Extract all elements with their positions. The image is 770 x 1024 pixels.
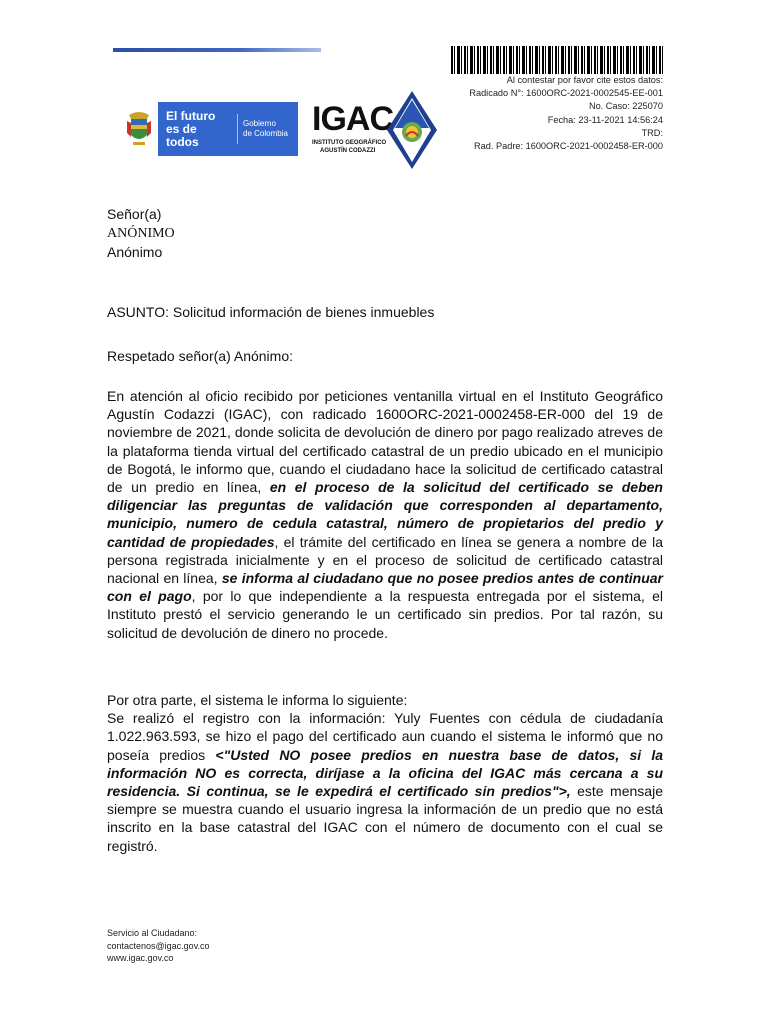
footer-website: www.igac.gov.co: [107, 953, 174, 963]
radicado-number: Radicado N°: 1600ORC-2021-0002545-EE-001: [469, 88, 663, 99]
header-accent-line: [113, 48, 321, 52]
radicado-date: Fecha: 23-11-2021 14:56:24: [547, 114, 663, 125]
body-paragraph-1: En atención al oficio recibido por peticiones ventanilla virtual en el Instituto Geográfico Agustín Codazzi (IGAC), con radicado 1600ORC-2021-0002458-ER-000 del 19 de noviembre de 2021, donde solicita de devolución de dinero por pago realizado atreves de la plataforma tienda virtual del certificado catastral de un predio ubicado en el municipio de Bogotá, le informo que, cuando el ciudadano hace la solicitud de certificado catastral de un predio en línea, en el proceso de la solicitud del certificado se deben diligenciar las preguntas de validación que corresponden al departamento, municipio, numero de cedula catastral, número de propietarios del predio y cantidad de propiedades, el trámite del certificado en línea se genera a nombre de la persona registrada inicialmente y en el proceso de solicitud de certificado catastral nacional en línea, se informa al ciudadano que no posee predios antes de continuar con el pago, por lo que independiente a la respuesta entregada por el sistema, el Instituto prestó el servicio generando le un certificado sin predios. Por tal razón, su solicitud de devolución de dinero no procede.: [107, 388, 664, 641]
recipient-detail: Anónimo: [107, 244, 163, 260]
radicado-parent: Rad. Padre: 1600ORC-2021-0002458-ER-000: [474, 141, 663, 152]
igac-subtitle-2: AGUSTÍN CODAZZI: [320, 148, 376, 154]
igac-emblem-icon: [386, 90, 438, 170]
igac-subtitle-1: INSTITUTO GEOGRÁFICO: [312, 140, 387, 146]
emphasis-no-predios: se informa al ciudadano que no posee predios antes de continuar con el pago: [107, 570, 664, 605]
igac-logo: [310, 94, 440, 170]
gobierno-colombia-logo: [120, 102, 298, 156]
body-paragraph-2: Por otra parte, el sistema le informa lo siguiente: Se realizó el registro con la información: Yuly Fuentes con cédula de ciudadanía 1.022.963.593, se hizo el pago del certificado aun cuando el sistema le informó que no poseía predios <"Usted NO posee predios en nuestra base de datos, si la información NO es correcta, diríjase a la oficina del IGAC más cercana a su residencia. Si continua, se le expedirá el certificado sin predios">, este mensaje siempre se muestra cuando el usuario ingresa la información de un predio que no está inscrito en la base catastral del IGAC con el número de documento con el cual se registró.: [107, 692, 664, 854]
radicado-block: [469, 74, 663, 153]
case-number: No. Caso: 225070: [588, 101, 663, 112]
footer-service-label: Servicio al Ciudadano:: [107, 928, 198, 938]
salutation: Respetado señor(a) Anónimo:: [107, 348, 293, 364]
barcode: [451, 46, 663, 74]
radicado-instruction: Al contestar por favor cite estos datos:: [506, 75, 663, 85]
gov-divider: [237, 114, 238, 144]
coat-of-arms-icon: [120, 102, 158, 156]
emphasis-validation: en el proceso de la solicitud del certificado se deben diligenciar las preguntas de validación que corresponden al departamento, municipio, numero de cedula catastral, número de propietarios del predio y cantidad de propiedades: [107, 479, 663, 550]
subject-line: ASUNTO: Solicitud información de bienes inmuebles: [107, 304, 435, 320]
footer-contact: [107, 927, 210, 965]
system-message-quote: <"Usted NO posee predios en nuestra base de datos, si la información NO es correcta, diríjase a la oficina del IGAC más cercana a su residencia. Si continua, se le expedirá el certificado sin predios">: [107, 746, 664, 800]
recipient-block: [107, 205, 175, 262]
igac-wordmark: IGAC: [312, 100, 393, 138]
footer-email: contactenos@igac.gov.co: [107, 940, 210, 951]
gov-slogan: El futuro es de todos: [166, 108, 216, 149]
gov-name: Gobierno de Colombia: [243, 119, 288, 138]
radicado-trd: TRD:: [641, 127, 663, 138]
recipient-name: ANÓNIMO: [107, 226, 175, 241]
recipient-title: Señor(a): [107, 206, 162, 222]
